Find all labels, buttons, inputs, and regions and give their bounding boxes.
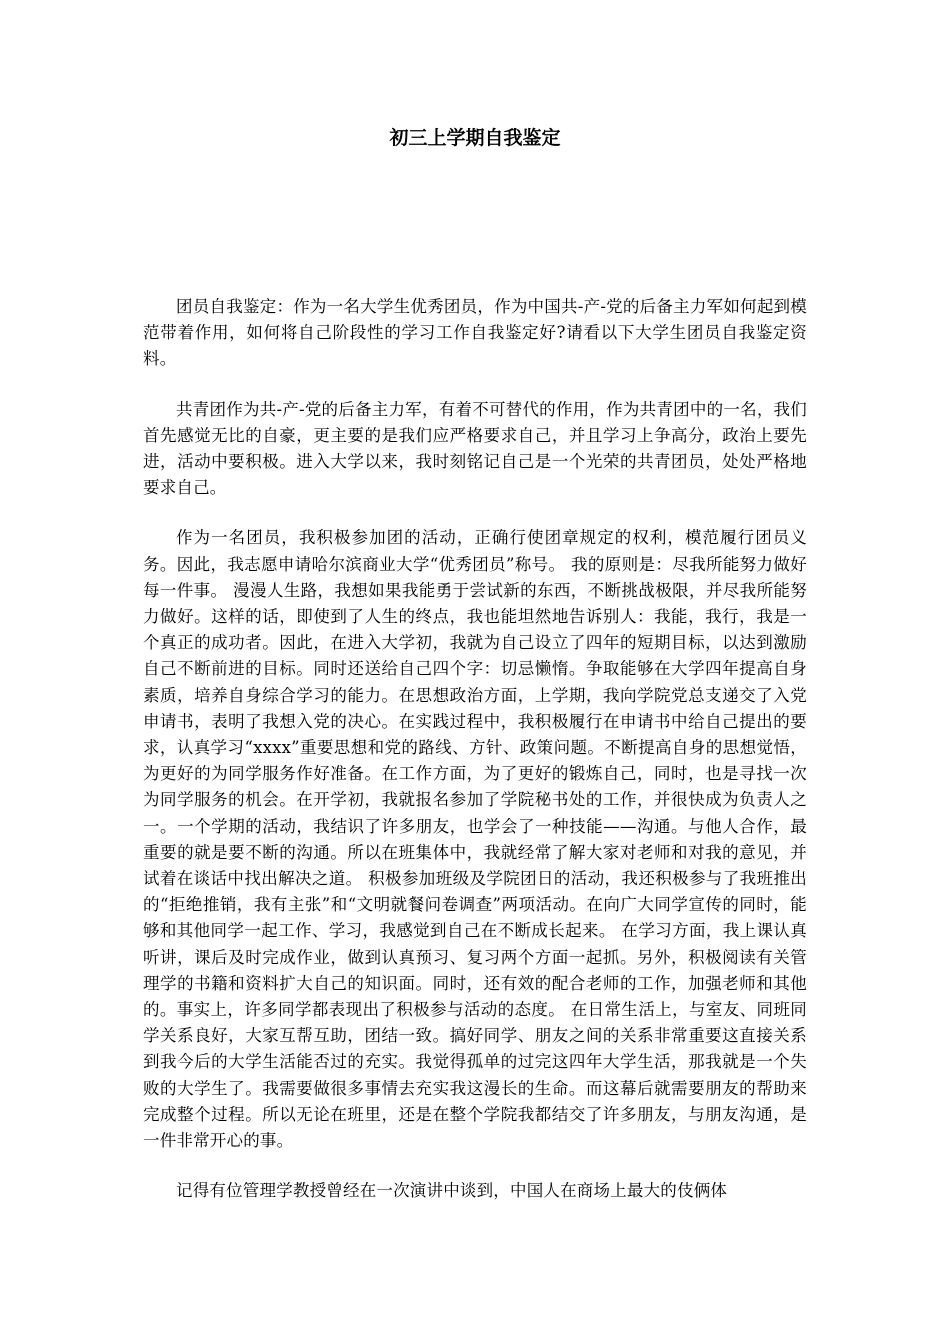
- paragraph-1: 团员自我鉴定：作为一名大学生优秀团员，作为中国共-产-党的后备主力军如何起到模范带着作用，如何将自己阶段性的学习工作自我鉴定好?请看以下大学生团员自我鉴定资料。: [143, 297, 807, 369]
- paragraph-2: 共青团作为共-产-党的后备主力军，有着不可替代的作用，作为共青团中的一名，我们首先感觉无比的自豪，更主要的是我们应严格要求自己，并且学习上争高分，政治上要先进，活动中要积极。进入大学以来，我时刻铭记自己是一个光荣的共青团员，处处严格地要求自己。: [143, 399, 807, 498]
- paragraph-3: 作为一名团员，我积极参加团的活动，正确行使团章规定的权利，模范履行团员义务。因此，我志愿申请哈尔滨商业大学“优秀团员”称号。 我的原则是：尽我所能努力做好每一件事。 漫漫人生路，我想如果我能勇于尝试新的东西，不断挑战极限，并尽我所能努力做好。这样的话，即使到了人生的终点，我也能坦然地告诉别人：我能，我行，我是一个真正的成功者。因此，在进入大学初，我就为自己设立了四年的短期目标，以达到激励自己不断前进的目标。同时还送给自己四个字：切忌懒惰。争取能够在大学四年提高自身素质，培养自身综合学习的能力。在思想政治方面，上学期，我向学院党总支递交了入党申请书，表明了我想入党的决心。在实践过程中，我积极履行在申请书中给自己提出的要求，认真学习“xxxx”重要思想和党的路线、方针、政策问题。不断提高自身的思想觉悟，为更好的为同学服务作好准备。在工作方面，为了更好的锻炼自己，同时，也是寻找一次为同学服务的机会。在开学初，我就报名参加了学院秘书处的工作，并很快成为负责人之一。一个学期的活动，我结识了许多朋友，也学会了一种技能——沟通。与他人合作，最重要的就是要不断的沟通。所以在班集体中，我就经常了解大家对老师和对我的意见，并试着在谈话中找出解决之道。 积极参加班级及学院团日的活动，我还积极参与了我班推出的“拒绝推销，我有主张”和“文明就餐问卷调查”两项活动。在向广大同学宣传的同时，能够和其他同学一起工作、学习，我感觉到自己在不断成长起来。 在学习方面，我上课认真听讲，课后及时完成作业，做到认真预习、复习两个方面一起抓。另外，积极阅读有关管理学的书籍和资料扩大自己的知识面。同时，还有效的配合老师的工作，加强老师和其他的。事实上，许多同学都表现出了积极参与活动的态度。 在日常生活上，与室友、同班同学关系良好，大家互帮互助，团结一致。搞好同学、朋友之间的关系非常重要这直接关系到我今后的大学生活能否过的充实。我觉得孤单的过完这四年大学生活，那我就是一个失败的大学生了。我需要做很多事情去充实我这漫长的生命。而这幕后就需要朋友的帮助来完成整个过程。所以无论在班里，还是在整个学院我都结交了许多朋友，与朋友沟通，是一件非常开心的事。: [143, 528, 807, 1151]
- paragraph-4: 记得有位管理学教授曾经在一次演讲中谈到，中国人在商场上最大的伎俩体: [176, 1181, 728, 1201]
- document-body: [143, 294, 807, 1229]
- document-title: 初三上学期自我鉴定: [389, 127, 561, 149]
